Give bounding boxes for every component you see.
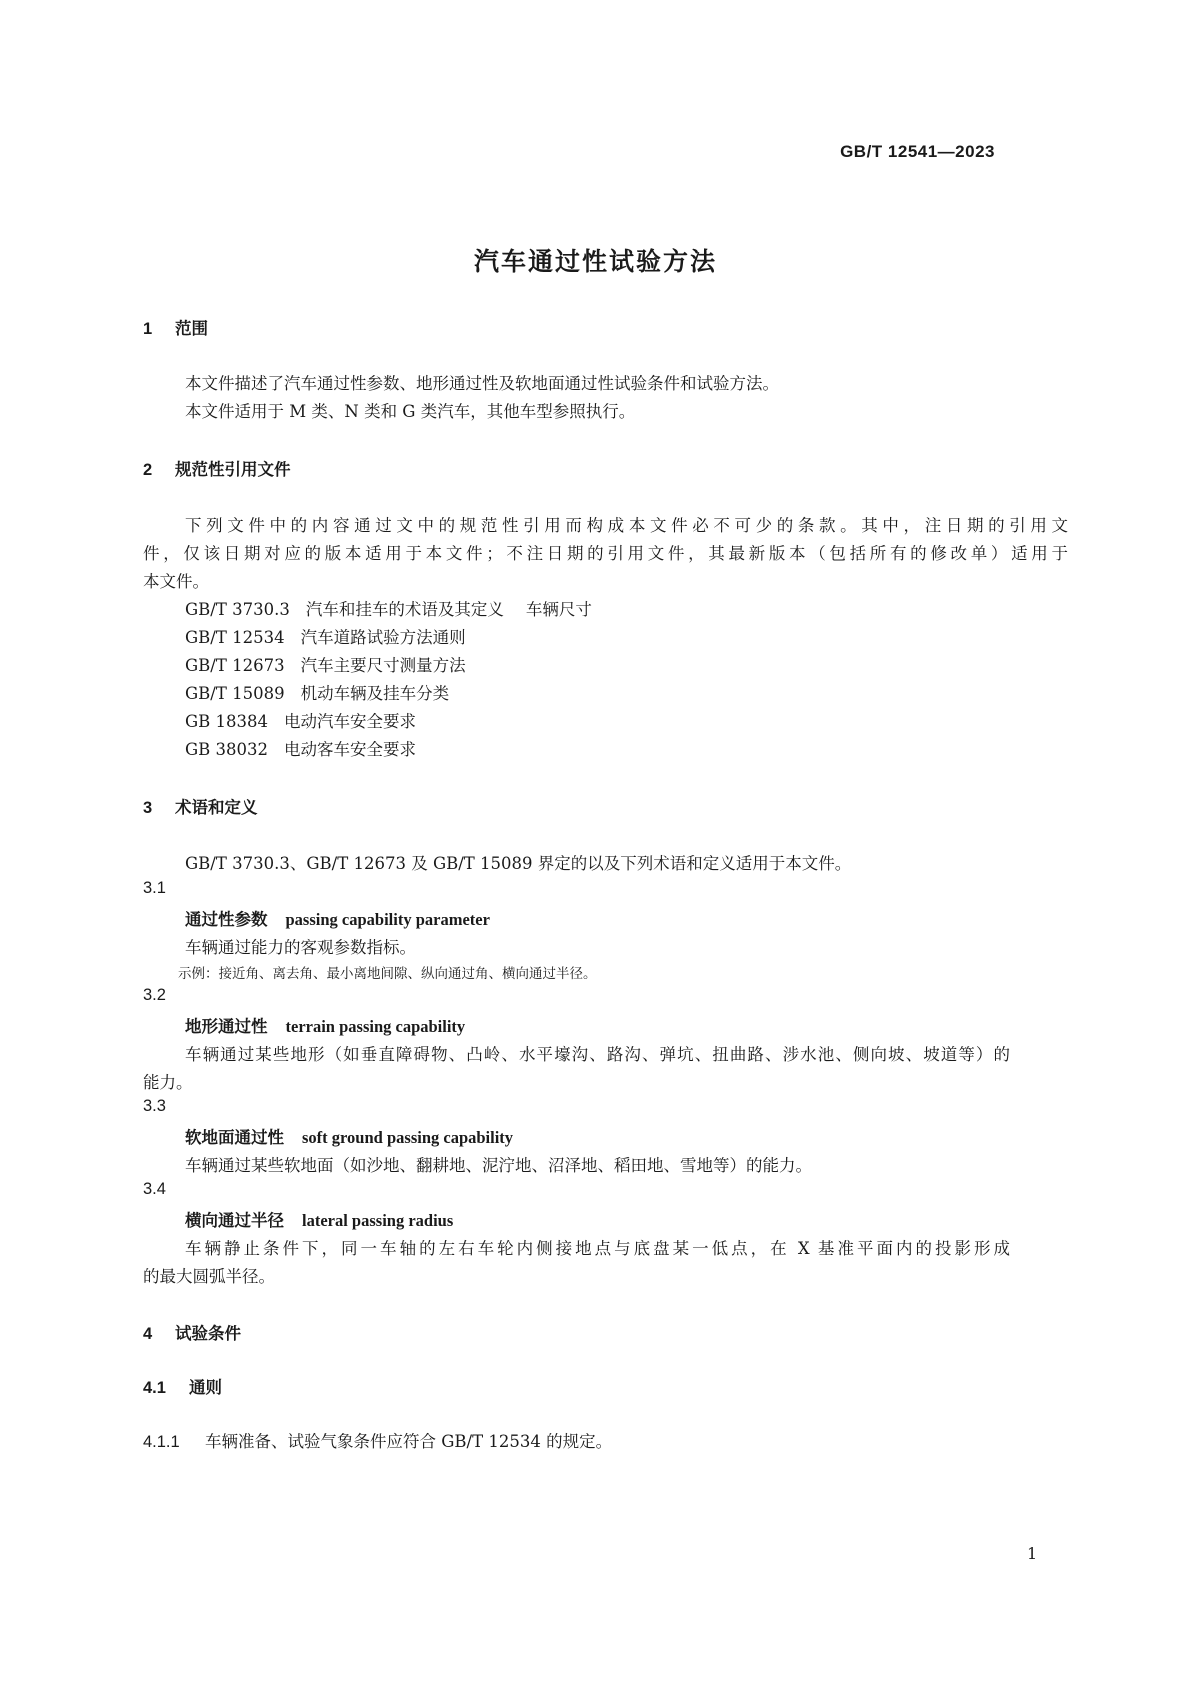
- term-entry: [185, 1207, 453, 1231]
- term-definition: 车辆通过某些软地面（如沙地、翻耕地、泥泞地、沼泽地、稻田地、雪地等）的能力。: [185, 1156, 812, 1175]
- section-number: 1: [143, 320, 153, 338]
- term-definition: 车辆通过某些地形（如垂直障碍物、凸岭、水平壕沟、路沟、弹坑、扭曲路、涉水池、侧向坡、坡道等）的: [185, 1045, 1010, 1064]
- clause-text: 车辆准备、试验气象条件应符合 GB/T 12534 的规定。: [205, 1432, 613, 1451]
- reference-title: 电动客车安全要求: [284, 740, 417, 759]
- clause-number: 4.1.1: [143, 1433, 180, 1451]
- paragraph-line: 件，仅该日期对应的版本适用于本文件；不注日期的引用文件，其最新版本（包括所有的修改单）适用于: [143, 544, 1068, 563]
- reference-code: GB/T 15089: [185, 684, 285, 703]
- term-number: 3.1: [143, 879, 166, 897]
- term-definition: 的最大圆弧半径。: [143, 1267, 275, 1286]
- term-entry: [185, 1013, 465, 1037]
- page-number: 1: [1027, 1544, 1038, 1563]
- section-heading-test-conditions: [143, 1320, 241, 1344]
- standard-number: GB/T 12541—2023: [840, 142, 995, 161]
- reference-item: [185, 736, 416, 760]
- term-entry: [185, 1124, 513, 1148]
- clause: [143, 1428, 612, 1452]
- subsection-number: 4.1: [143, 1379, 166, 1397]
- term-chinese: 地形通过性: [185, 1017, 268, 1036]
- subsection-title: 通则: [189, 1378, 222, 1397]
- reference-code: GB/T 3730.3: [185, 600, 290, 619]
- section-title: 规范性引用文件: [175, 460, 291, 479]
- term-definition: 车辆静止条件下，同一车轴的左右车轮内侧接地点与底盘某一低点，在 X 基准平面内的投影形成: [185, 1239, 1010, 1258]
- reference-title-part: 车辆尺寸: [525, 600, 592, 619]
- section-number: 3: [143, 799, 153, 817]
- paragraph-line: 下列文件中的内容通过文中的规范性引用而构成本文件必不可少的条款。其中，注日期的引用文: [185, 516, 1068, 535]
- subsection-heading-general: [143, 1374, 222, 1398]
- reference-code: GB/T 12673: [185, 656, 285, 675]
- reference-item: [185, 652, 466, 676]
- reference-title: 汽车道路试验方法通则: [300, 628, 466, 647]
- term-example: [178, 962, 597, 982]
- term-chinese: 横向通过半径: [185, 1211, 284, 1230]
- reference-title: 机动车辆及挂车分类: [300, 684, 450, 703]
- term-entry: [185, 906, 490, 930]
- reference-code: GB/T 12534: [185, 628, 285, 647]
- example-label: 示例：: [178, 966, 219, 982]
- paragraph: GB/T 3730.3、GB/T 12673 及 GB/T 15089 界定的以及下列术语和定义适用于本文件。: [185, 854, 852, 873]
- term-definition: 车辆通过能力的客观参数指标。: [185, 938, 416, 957]
- document-title: 汽车通过性试验方法: [473, 247, 717, 276]
- paragraph-line: 本文件。: [143, 572, 209, 591]
- reference-title: 汽车和挂车的术语及其定义: [305, 600, 504, 619]
- term-english: soft ground passing capability: [302, 1128, 514, 1147]
- reference-item: [185, 624, 466, 648]
- reference-code: GB 18384: [185, 712, 269, 731]
- section-title: 试验条件: [175, 1324, 241, 1343]
- reference-item: [185, 680, 449, 704]
- term-english: lateral passing radius: [302, 1211, 454, 1230]
- term-chinese: 软地面通过性: [185, 1128, 284, 1147]
- section-heading-terms-definitions: [143, 794, 258, 818]
- section-number: 2: [143, 461, 153, 479]
- reference-title: 电动汽车安全要求: [284, 712, 417, 731]
- reference-title: 汽车主要尺寸测量方法: [300, 656, 466, 675]
- section-heading-scope: [143, 315, 208, 339]
- example-text: 接近角、离去角、最小离地间隙、纵向通过角、横向通过半径。: [218, 966, 597, 982]
- section-title: 术语和定义: [175, 798, 258, 817]
- section-number: 4: [143, 1325, 153, 1343]
- term-number: 3.4: [143, 1180, 166, 1198]
- reference-item: [185, 708, 416, 732]
- term-number: 3.2: [143, 986, 166, 1004]
- section-title: 范围: [175, 319, 208, 338]
- paragraph: 本文件描述了汽车通过性参数、地形通过性及软地面通过性试验条件和试验方法。: [185, 374, 779, 393]
- term-chinese: 通过性参数: [185, 910, 268, 929]
- section-heading-normative-references: [143, 456, 291, 480]
- term-english: terrain passing capability: [285, 1017, 466, 1036]
- reference-item: [185, 596, 592, 620]
- term-english: passing capability parameter: [285, 910, 490, 929]
- term-number: 3.3: [143, 1097, 166, 1115]
- reference-code: GB 38032: [185, 740, 269, 759]
- paragraph: 本文件适用于 M 类、N 类和 G 类汽车，其他车型参照执行。: [185, 402, 636, 421]
- term-definition: 能力。: [143, 1073, 193, 1092]
